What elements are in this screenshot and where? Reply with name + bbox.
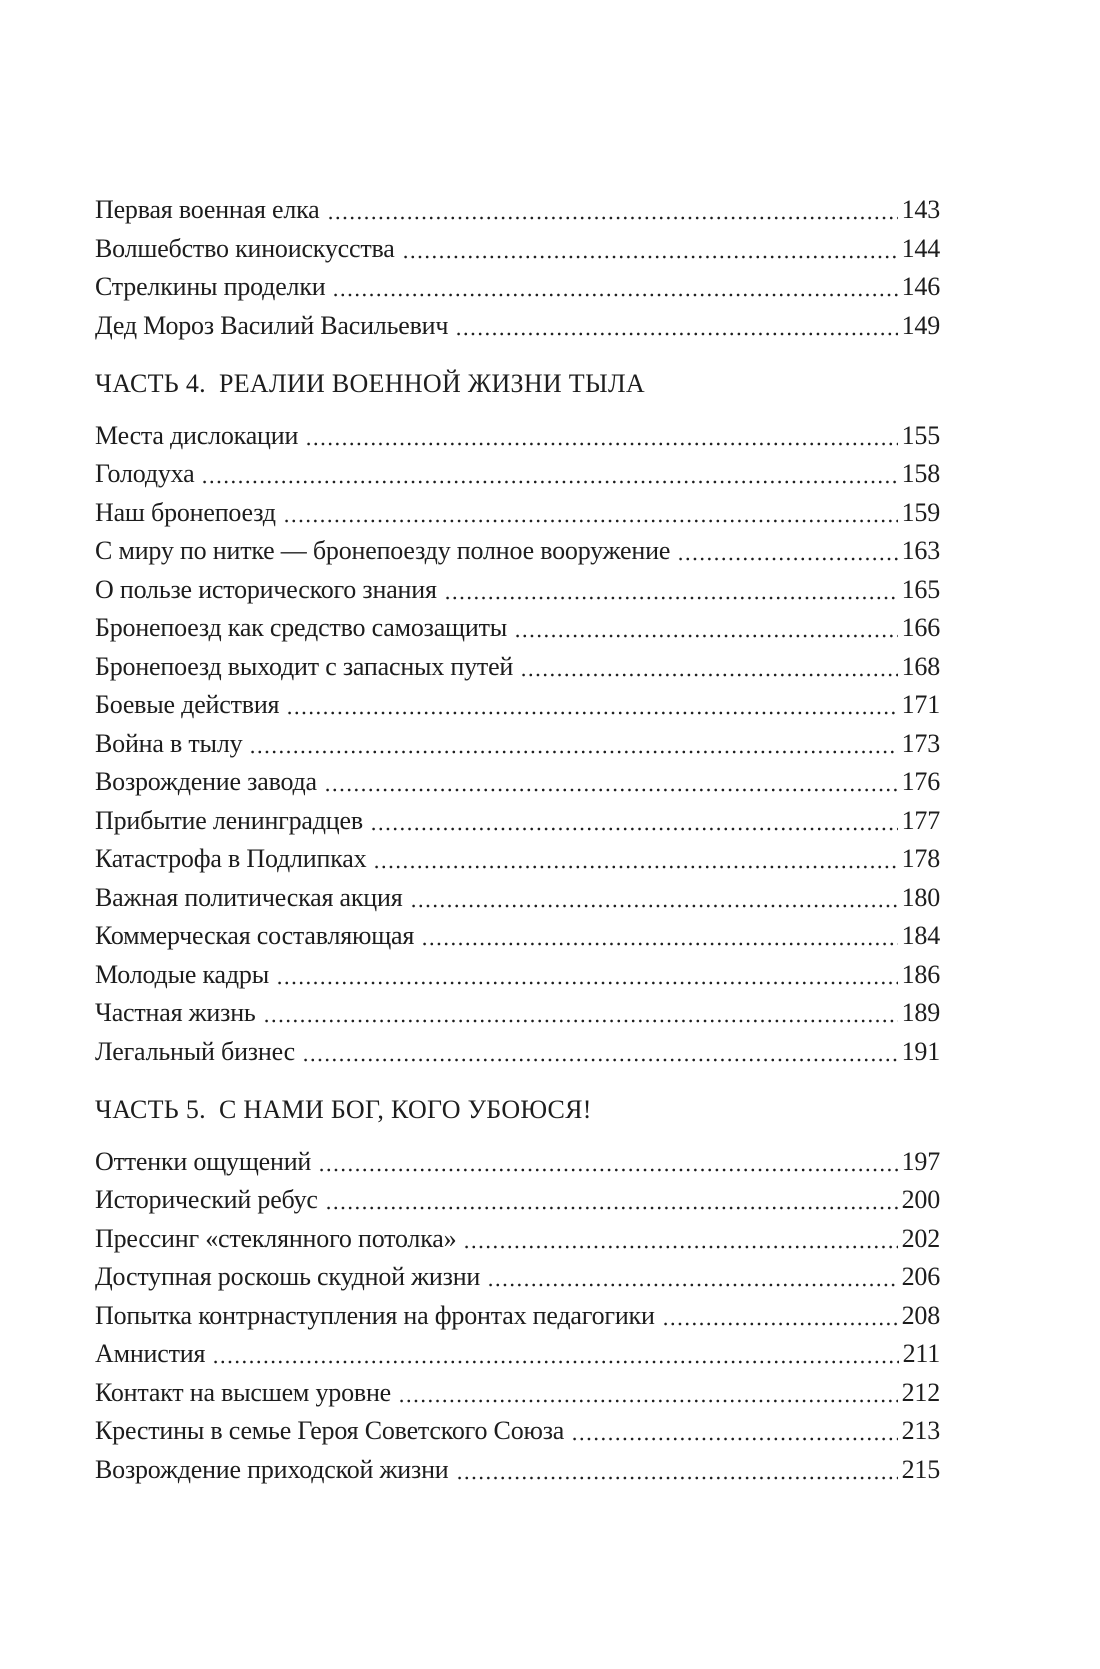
toc-entry-page-number: 197 (901, 1146, 940, 1176)
toc-entry-title: Контакт на высшем уровне (95, 1377, 392, 1407)
toc-entry-title: Возрождение приходской жизни (95, 1454, 449, 1484)
toc-entry-page-number: 143 (901, 195, 940, 224)
toc-entry-row (95, 498, 940, 527)
toc-entry-page-number: 191 (901, 1036, 940, 1066)
toc-entry-title: Крестины в семье Героя Советского Союза (95, 1416, 565, 1445)
toc-entry-row (95, 806, 940, 835)
toc-entry-row (95, 1037, 940, 1066)
dot-leader (410, 904, 898, 908)
toc-entry-row (95, 613, 940, 642)
toc-entry-row (95, 536, 940, 565)
toc-entry-page-number: 211 (902, 1339, 940, 1368)
dot-leader (402, 255, 898, 259)
toc-entry-row (95, 421, 940, 450)
toc-entry-page-number: 166 (901, 613, 940, 642)
toc-entry-page-number: 189 (901, 998, 940, 1027)
toc-section-title: С НАМИ БОГ, КОГО УБОЮСЯ! (218, 1095, 592, 1124)
toc-entry-title: Прессинг «стеклянного потолка» (95, 1223, 457, 1253)
toc-entry-row (95, 883, 940, 912)
toc-entry-title: Стрелкины проделки (95, 272, 326, 301)
toc-entry-page-number: 168 (901, 651, 940, 681)
dot-leader (398, 1399, 898, 1403)
toc-entry-page-number: 165 (901, 574, 940, 604)
toc-entry-row (95, 960, 940, 989)
toc-entry-title: Война в тылу (95, 728, 243, 758)
dot-leader (276, 981, 898, 985)
dot-leader (487, 1283, 897, 1287)
dot-leader (332, 293, 897, 297)
dot-leader (677, 557, 897, 561)
dot-leader (324, 788, 898, 792)
dot-leader (263, 1019, 898, 1023)
toc-entry-page-number: 206 (901, 1262, 940, 1291)
toc-entry-title: Волшебство киноискусства (95, 233, 395, 263)
toc-entry-page-number: 146 (901, 272, 940, 301)
toc-entry-row (95, 1224, 940, 1253)
toc-entry-page-number: 186 (901, 959, 940, 989)
dot-leader (325, 1206, 898, 1210)
dot-leader (327, 216, 898, 220)
toc-entry-title: Голодуха (95, 459, 195, 488)
toc-entry-title: С миру по нитке — бронепоезду полное вооружение (95, 536, 671, 565)
toc-entry-page-number: 213 (901, 1416, 940, 1445)
toc-entry-row (95, 729, 940, 758)
toc-section-header (95, 1095, 940, 1124)
toc-entry-row (95, 690, 940, 719)
toc-entry-title: Возрождение завода (95, 767, 317, 796)
toc-entry-title: Амнистия (95, 1339, 206, 1368)
toc-entry-row (95, 652, 940, 681)
toc-entry-page-number: 200 (901, 1185, 940, 1214)
toc-entry-row (95, 195, 940, 224)
toc-entry-page-number: 158 (901, 459, 940, 488)
toc-entry-title: Наш бронепоезд (95, 497, 276, 527)
toc-entry-title: Важная политическая акция (95, 882, 403, 912)
dot-leader (283, 519, 898, 523)
dot-leader (201, 480, 897, 484)
toc-entry-row (95, 921, 940, 950)
toc-entry-row (95, 272, 940, 301)
toc-entry-row (95, 575, 940, 604)
toc-entry-row (95, 844, 940, 873)
toc-entry-row (95, 998, 940, 1027)
dot-leader (212, 1360, 898, 1364)
dot-leader (456, 1476, 898, 1480)
dot-leader (305, 442, 897, 446)
toc-entry-row (95, 1378, 940, 1407)
dot-leader (249, 750, 897, 754)
dot-leader (373, 865, 897, 869)
dot-leader (302, 1058, 898, 1062)
toc-entry-row (95, 1339, 940, 1368)
toc-section-title: РЕАЛИИ ВОЕННОЙ ЖИЗНИ ТЫЛА (218, 369, 645, 398)
toc-entry-title: Бронепоезд выходит с запасных путей (95, 651, 514, 681)
toc-entry-title: Бронепоезд как средство самозащиты (95, 613, 508, 642)
toc-entry-title: Исторический ребус (95, 1185, 318, 1214)
toc-entry-page-number: 144 (901, 233, 940, 263)
toc-entry-page-number: 180 (901, 882, 940, 912)
toc-entry-title: Места дислокации (95, 420, 299, 450)
toc-entry-page-number: 208 (901, 1300, 940, 1330)
toc-entry-title: Первая военная елка (95, 195, 320, 224)
toc-section-number: ЧАСТЬ 5. (95, 1095, 206, 1124)
toc-entry-row (95, 234, 940, 263)
toc-entry-title: Прибытие ленинградцев (95, 805, 363, 835)
toc-entry-row (95, 459, 940, 488)
toc-entry-page-number: 184 (901, 921, 940, 950)
toc-entry-page-number: 173 (901, 728, 940, 758)
toc-entry-page-number: 171 (901, 690, 940, 719)
toc-entry-row (95, 767, 940, 796)
toc-entry-page-number: 177 (901, 805, 940, 835)
toc-entry-title: Частная жизнь (95, 998, 256, 1027)
toc-entry-title: Катастрофа в Подлипках (95, 844, 367, 873)
toc-entry-page-number: 178 (901, 844, 940, 873)
toc-entry-row (95, 1185, 940, 1214)
toc-entry-row (95, 1147, 940, 1176)
toc-entry-row (95, 1262, 940, 1291)
toc-entry-page-number: 176 (901, 767, 940, 796)
toc-entry-page-number: 159 (901, 497, 940, 527)
toc-entry-title: Дед Мороз Василий Васильевич (95, 310, 449, 340)
toc-entry-row (95, 1416, 940, 1445)
toc-entry-row (95, 1455, 940, 1484)
dot-leader (571, 1437, 897, 1441)
toc-entry-title: Доступная роскошь скудной жизни (95, 1262, 481, 1291)
dot-leader (421, 942, 897, 946)
toc-entry-title: Молодые кадры (95, 959, 269, 989)
toc-entry-row (95, 311, 940, 340)
dot-leader (370, 827, 898, 831)
toc-section-header (95, 369, 940, 398)
toc-entry-title: О пользе исторического знания (95, 574, 437, 604)
dot-leader (662, 1322, 898, 1326)
dot-leader (463, 1245, 897, 1249)
dot-leader (514, 634, 898, 638)
toc-entry-page-number: 149 (901, 310, 940, 340)
toc-entry-page-number: 215 (901, 1454, 940, 1484)
toc-entry-page-number: 163 (901, 536, 940, 565)
toc-entry-title: Оттенки ощущений (95, 1146, 312, 1176)
toc-entry-page-number: 212 (901, 1377, 940, 1407)
toc-entry-title: Попытка контрнаступления на фронтах педагогики (95, 1300, 655, 1330)
toc-entry-title: Легальный бизнес (95, 1036, 295, 1066)
dot-leader (455, 332, 897, 336)
toc-entry-title: Коммерческая составляющая (95, 921, 415, 950)
toc-entry-page-number: 202 (901, 1223, 940, 1253)
toc-entry-title: Боевые действия (95, 690, 280, 719)
dot-leader (286, 711, 897, 715)
dot-leader (318, 1168, 897, 1172)
toc-entry-row (95, 1301, 940, 1330)
dot-leader (444, 596, 898, 600)
toc-entry-page-number: 155 (901, 420, 940, 450)
toc-section-number: ЧАСТЬ 4. (95, 369, 206, 398)
dot-leader (520, 673, 897, 677)
